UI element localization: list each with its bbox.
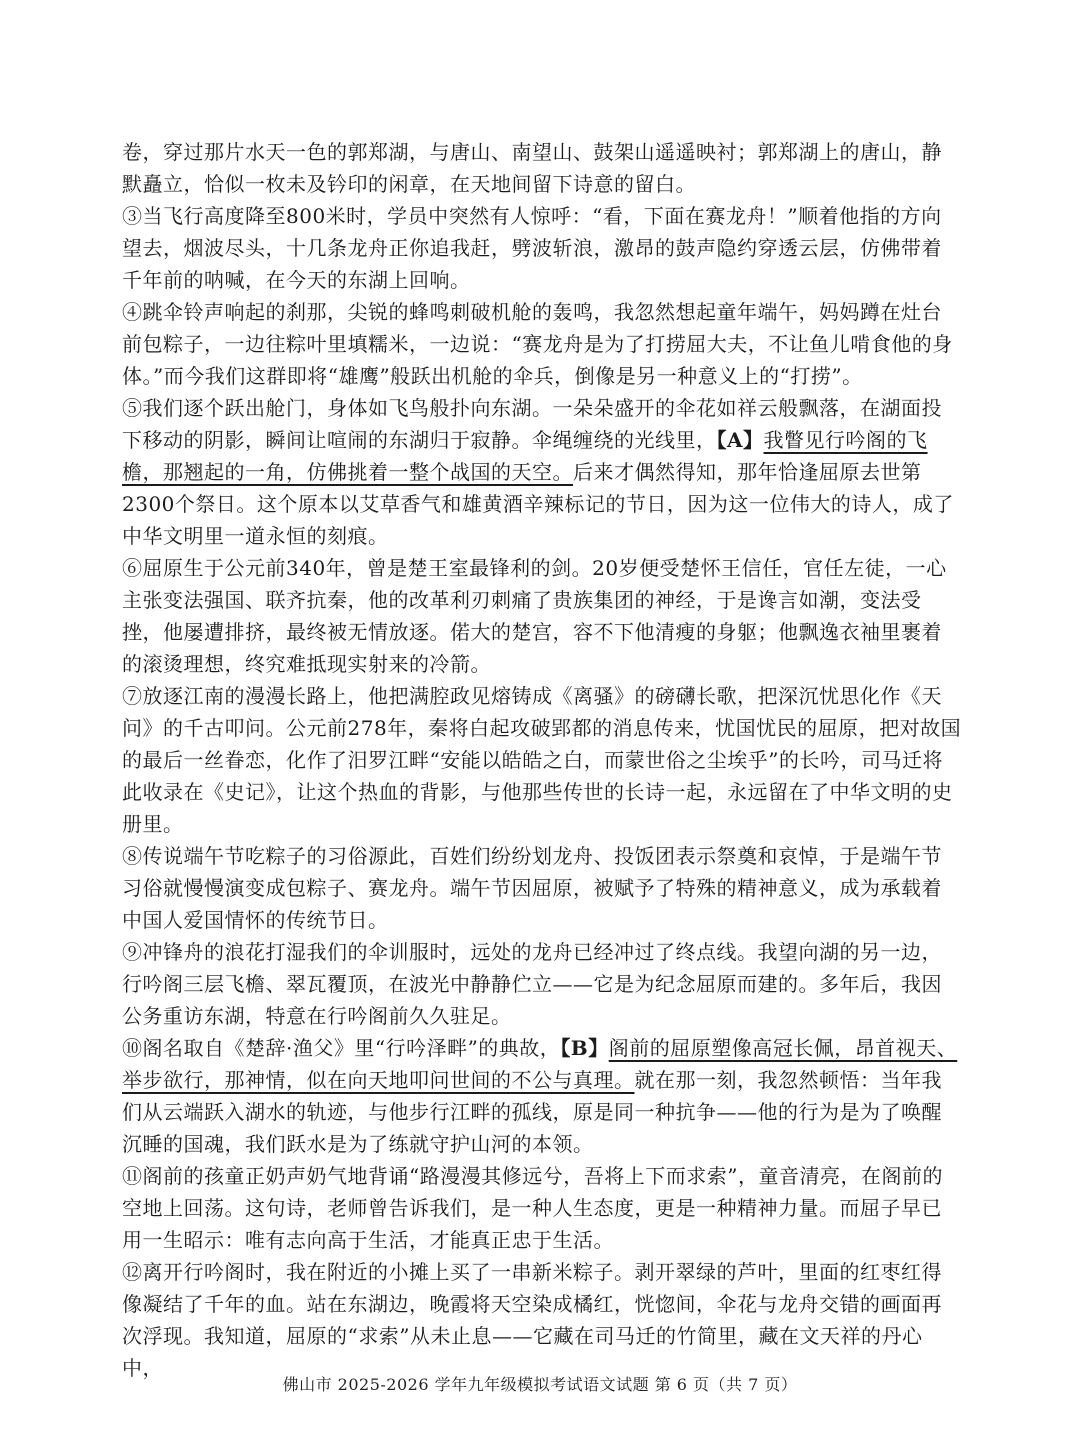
paragraph-10 — [122, 1032, 962, 1160]
paragraph-8: ⑧传说端午节吃粽子的习俗源此，百姓们纷纷划龙舟、投饭团表示祭奠和哀悼，于是端午节习俗就慢慢演变成包粽子、赛龙舟。端午节因屈原，被赋予了特殊的精神意义，成为承载着中国人爱国情怀的传统节日。 — [122, 844, 942, 932]
paragraph-10-text-a: ⑩阁名取自《楚辞·渔父》里“行吟泽畔”的典故， — [122, 1036, 561, 1060]
paragraph-intro: 卷，穿过那片水天一色的郭郑湖，与唐山、南望山、鼓架山遥遥映衬；郭郑湖上的唐山，静默矗立，恰似一枚未及钤印的闲章，在天地间留下诗意的留白。 — [122, 140, 942, 196]
paragraph-12: ⑫离开行吟阁时，我在附近的小摊上买了一串新米粽子。剥开翠绿的芦叶，里面的红枣红得像凝结了千年的血。站在东湖边，晚霞将天空染成橘红，恍惚间，伞花与龙舟交错的画面再次浮现。我知道，屈原的“求索”从未止息——它藏在司马迁的竹简里，藏在文天祥的丹心中， — [122, 1260, 942, 1380]
page-footer: 佛山市 2025-2026 学年九年级模拟考试语文试题 第 6 页（共 7 页） — [282, 1375, 798, 1394]
paragraph-5 — [122, 392, 962, 552]
article-body — [122, 136, 962, 1384]
paragraph-10-text-b: 就在那一刻，我忽然顿悟：当年我们从云端跃入湖水的轨迹，与他步行江畔的孤线，原是同一种抗争——他的行为是为了唤醒沉睡的国魂，我们跃水是为了练就守护山河的本领。 — [122, 1068, 942, 1156]
paragraph-11: ⑪阁前的孩童正奶声奶气地背诵“路漫漫其修远兮，吾将上下而求索”，童音清亮，在阁前的空地上回荡。这句诗，老师曾告诉我们，是一种人生态度，更是一种精神力量。而屈子早已用一生昭示：唯有志向高于生活，才能真正忠于生活。 — [122, 1164, 943, 1252]
paragraph-3: ③当飞行高度降至800米时，学员中突然有人惊呼：“看，下面在赛龙舟！”顺着他指的方向望去，烟波尽头，十几条龙舟正你追我赶，劈波斩浪，激昂的鼓声隐约穿透云层，仿佛带着千年前的呐喊，在今天的东湖上回响。 — [122, 204, 942, 292]
paragraph-5-text-a: ⑤我们逐个跃出舱门，身体如飞鸟般扑向东湖。一朵朵盛开的伞花如祥云般飘落，在湖面投下移动的阴影，瞬间让喧闹的东湖归于寂静。伞绳缠绕的光线里， — [122, 396, 942, 452]
marker-b: 【B】 — [560, 1036, 609, 1060]
paragraph-6: ⑥屈原生于公元前340年，曾是楚王室最锋利的剑。20岁便受楚怀王信任，官任左徒，一心主张变法强国、联齐抗秦，他的改革利刃刺痛了贵族集团的神经，于是谗言如潮，变法受挫，他屡遭排挤，最终被无情放逐。偌大的楚宫，容不下他清瘦的身躯；他飘逸衣袖里裹着的滚烫理想，终究难抵现实射来的冷箭。 — [122, 556, 947, 676]
marker-a: 【A】 — [716, 428, 764, 452]
underlined-sentence-b: 阁前的屈原塑像高冠长佩，昂首视天、举步欲行，那神情，似在向天地叩问世间的不公与真理。 — [122, 1036, 958, 1092]
paragraph-4: ④跳伞铃声响起的刹那，尖锐的蜂鸣刺破机舱的轰鸣，我忽然想起童年端午，妈妈蹲在灶台前包粽子，一边往粽叶里填糯米，一边说：“赛龙舟是为了打捞屈大夫，不让鱼儿啃食他的身体。”而今我们这群即将“雄鹰”般跃出机舱的伞兵，倒像是另一种意义上的“打捞”。 — [122, 300, 953, 388]
paragraph-5-text-b: 后来才偶然得知，那年恰逢屈原去世第2300个祭日。这个原本以艾草香气和雄黄酒辛辣标记的节日，因为这一位伟大的诗人，成了中华文明里一道永恒的刻痕。 — [122, 460, 954, 548]
paragraph-9: ⑨冲锋舟的浪花打湿我们的伞训服时，远处的龙舟已经冲过了终点线。我望向湖的另一边，行吟阁三层飞檐、翠瓦覆顶，在波光中静静伫立——它是为纪念屈原而建的。多年后，我因公务重访东湖，特意在行吟阁前久久驻足。 — [122, 940, 942, 1028]
underlined-sentence-a: 我瞥见行吟阁的飞檐，那翘起的一角，仿佛挑着一整个战国的天空。 — [122, 428, 928, 484]
paragraph-7: ⑦放逐江南的漫漫长路上，他把满腔政见熔铸成《离骚》的磅礴长歌，把深沉忧思化作《天问》的千古叩问。公元前278年，秦将白起攻破郢都的消息传来，忧国忧民的屈原，把对故国的最后一丝眷恋，化作了汨罗江畔“安能以皓皓之白，而蒙世俗之尘埃乎”的长吟，司马迁将此收录在《史记》，让这个热血的背影，与他那些传世的长诗一起，永远留在了中华文明的史册里。 — [122, 684, 962, 836]
